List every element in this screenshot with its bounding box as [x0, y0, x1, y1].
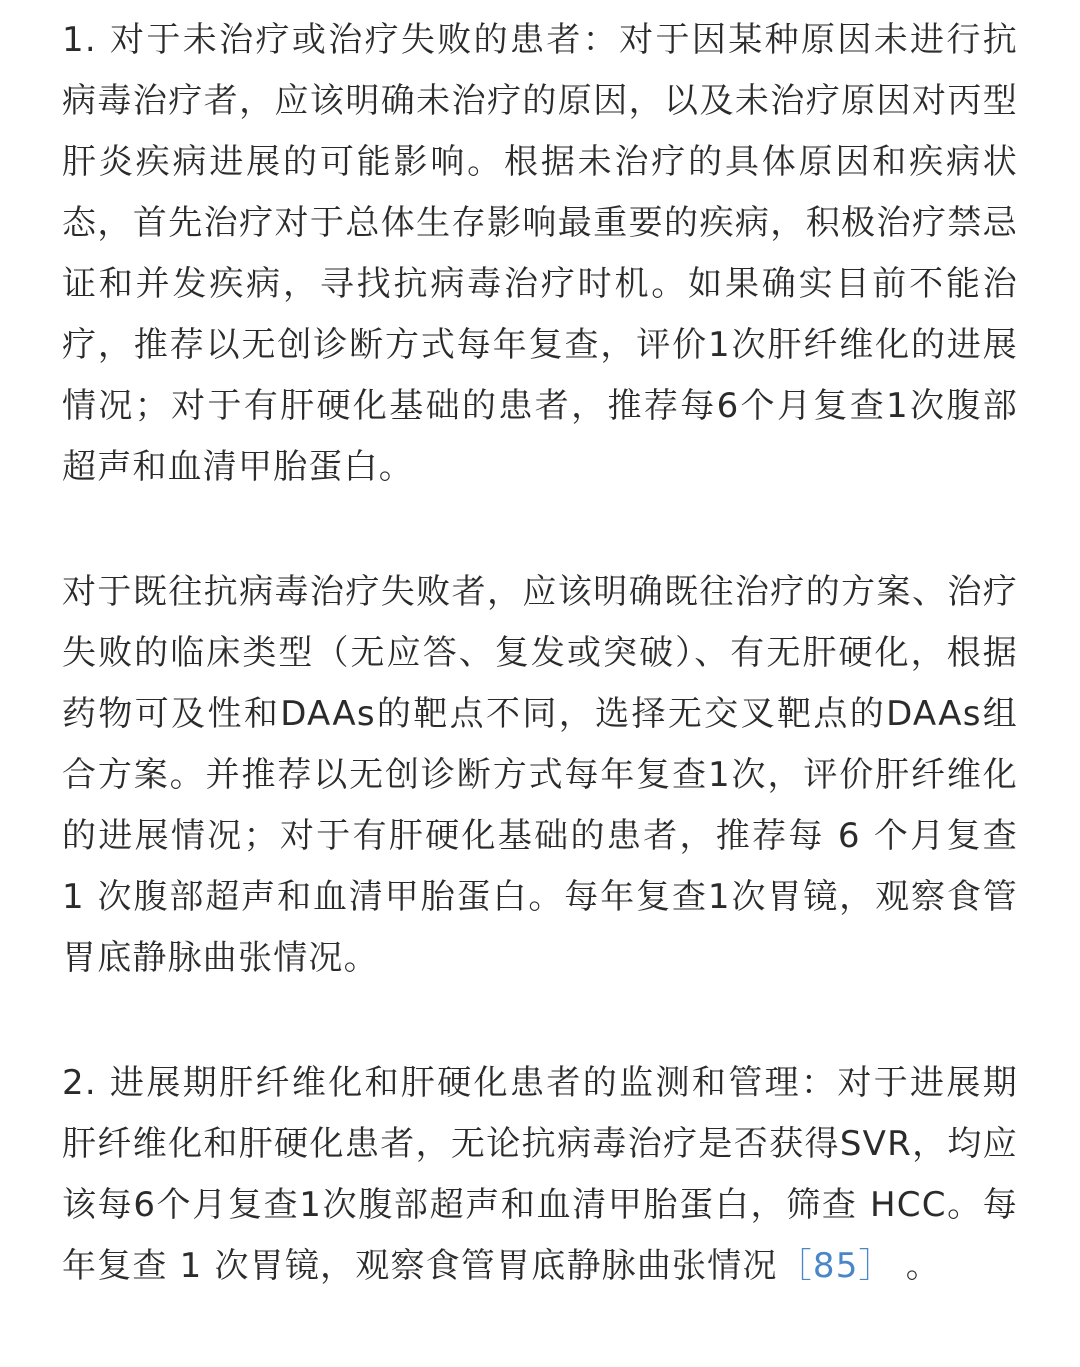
paragraph-advanced-fibrosis-monitoring	[62, 1053, 1018, 1297]
paragraph-untreated-patients: 1. 对于未治疗或治疗失败的患者：对于因某种原因未进行抗病毒治疗者，应该明确未治疗的原因，以及未治疗原因对丙型肝炎疾病进展的可能影响。根据未治疗的具体原因和疾病状态，首先治疗对于总体生存影响最重要的疾病，积极治疗禁忌证和并发疾病，寻找抗病毒治疗时机。如果确实目前不能治疗，推荐以无创诊断方式每年复查，评价1次肝纤维化的进展情况；对于有肝硬化基础的患者，推荐每6个月复查1次腹部超声和血清甲胎蛋白。	[62, 20, 1018, 487]
article-body	[62, 10, 1018, 1297]
citation-link[interactable]: ［85］	[777, 1246, 894, 1286]
paragraph-text: 2. 进展期肝纤维化和肝硬化患者的监测和管理：对于进展期肝纤维化和肝硬化患者，无论抗病毒治疗是否获得SVR，均应该每6个月复查1次腹部超声和血清甲胎蛋白，筛查 HCC。每年复查 1 次胃镜，观察食管胃底静脉曲张情况	[62, 1063, 1018, 1286]
paragraph-spacer	[62, 989, 1018, 1053]
paragraph-spacer	[62, 498, 1018, 562]
paragraph-prior-treatment-failure: 对于既往抗病毒治疗失败者，应该明确既往治疗的方案、治疗失败的临床类型（无应答、复发或突破）、有无肝硬化，根据药物可及性和DAAs的靶点不同，选择无交叉靶点的DAAs组合方案。并推荐以无创诊断方式每年复查1次，评价肝纤维化的进展情况；对于有肝硬化基础的患者，推荐每 6 个月复查 1 次腹部超声和血清甲胎蛋白。每年复查1次胃镜，观察食管胃底静脉曲张情况。	[62, 572, 1018, 978]
paragraph-ending: 。	[893, 1246, 941, 1286]
